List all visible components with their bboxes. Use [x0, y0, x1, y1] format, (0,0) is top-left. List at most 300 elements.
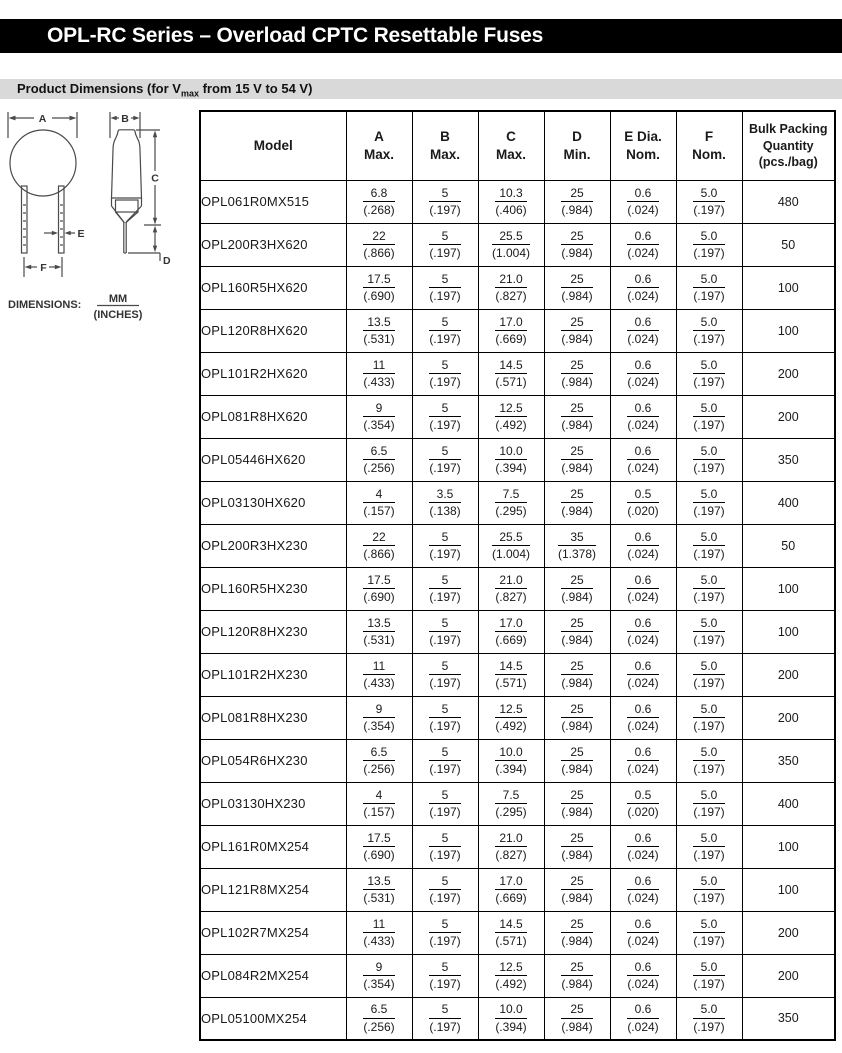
dim-inches: (.197)	[693, 848, 725, 862]
dim-inches: (.866)	[363, 547, 395, 561]
table-row	[200, 825, 835, 868]
dim-cell-b	[412, 653, 478, 696]
dim-value	[495, 874, 526, 906]
dim-mm: 14.5	[495, 358, 526, 374]
dim-mm: 25	[561, 272, 592, 288]
dim-value	[495, 315, 526, 347]
dim-cell-c	[478, 567, 544, 610]
dim-cell-e	[610, 653, 676, 696]
dim-value	[429, 315, 460, 347]
qty-cell: 100	[742, 567, 835, 610]
dim-value	[627, 401, 658, 433]
table-row	[200, 997, 835, 1040]
dim-mm: 5.0	[693, 659, 724, 675]
dim-inches: (.669)	[495, 332, 527, 346]
dim-cell-f	[676, 438, 742, 481]
dim-inches: (.354)	[363, 977, 395, 991]
dim-value	[495, 659, 526, 691]
qty-cell: 200	[742, 395, 835, 438]
units-mm: MM	[108, 293, 128, 305]
dim-cell-e	[610, 696, 676, 739]
dim-value	[429, 573, 460, 605]
dim-mm: 5.0	[693, 745, 724, 761]
column-letter: E Dia.	[624, 129, 662, 145]
dim-inches: (.197)	[693, 762, 725, 776]
dim-mm: 6.5	[363, 1002, 394, 1018]
qty-cell: 200	[742, 653, 835, 696]
dim-cell-b	[412, 180, 478, 223]
model-cell: OPL03130HX620	[200, 481, 346, 524]
dim-value	[627, 788, 658, 820]
dim-mm: 6.5	[363, 444, 394, 460]
dim-value	[693, 186, 724, 218]
dim-mm: 5	[429, 702, 460, 718]
dim-value	[429, 745, 460, 777]
dim-inches: (.197)	[429, 461, 461, 475]
column-letter: F	[704, 129, 714, 145]
side-view-body	[112, 130, 142, 253]
dim-mm: 25	[561, 960, 592, 976]
dim-value	[495, 745, 526, 777]
dim-cell-a	[346, 438, 412, 481]
dim-mm: 12.5	[495, 702, 526, 718]
dim-mm: 0.6	[627, 702, 658, 718]
model-cell: OPL160R5HX620	[200, 266, 346, 309]
dim-cell-d	[544, 739, 610, 782]
dim-mm: 10.0	[495, 444, 526, 460]
dim-cell-b	[412, 481, 478, 524]
dim-cell-b	[412, 954, 478, 997]
bulk-header-line3: (pcs./bag)	[758, 154, 818, 169]
table-row	[200, 782, 835, 825]
dim-mm: 5	[429, 272, 460, 288]
dim-inches: (.984)	[561, 418, 593, 432]
dim-cell-a	[346, 739, 412, 782]
dimensions-label: DIMENSIONS:	[8, 299, 82, 311]
dim-value	[693, 573, 724, 605]
dim-inches: (.020)	[627, 504, 659, 518]
qty-cell: 200	[742, 954, 835, 997]
dim-mm: 25.5	[492, 530, 530, 546]
dim-inches: (.295)	[495, 504, 527, 518]
model-cell: OPL061R0MX515	[200, 180, 346, 223]
column-header-model: Model	[200, 111, 346, 180]
dim-value	[627, 186, 658, 218]
dim-cell-e	[610, 610, 676, 653]
dim-inches: (.024)	[627, 934, 659, 948]
dim-label-a: A	[38, 112, 47, 125]
dim-inches: (.492)	[495, 418, 527, 432]
dim-cell-a	[346, 481, 412, 524]
product-dimensions-table	[199, 110, 836, 1041]
table-row	[200, 266, 835, 309]
dim-mm: 0.6	[627, 272, 658, 288]
dim-value	[495, 487, 526, 519]
dim-mm: 17.5	[363, 272, 394, 288]
dim-cell-b	[412, 825, 478, 868]
product-dimensions-diagram	[0, 108, 200, 326]
dim-value	[429, 272, 460, 304]
dim-inches: (.197)	[429, 934, 461, 948]
dim-cell-e	[610, 481, 676, 524]
dim-inches: (.024)	[627, 332, 659, 346]
dim-inches: (.197)	[693, 203, 725, 217]
dim-inches: (.984)	[561, 633, 593, 647]
dim-cell-a	[346, 180, 412, 223]
dim-inches: (.984)	[561, 203, 593, 217]
dim-value	[429, 229, 460, 261]
dim-mm: 5	[429, 659, 460, 675]
dim-cell-c	[478, 997, 544, 1040]
dim-cell-f	[676, 825, 742, 868]
model-cell: OPL101R2HX620	[200, 352, 346, 395]
column-letter: C	[506, 129, 516, 145]
dim-inches: (.197)	[429, 332, 461, 346]
dim-inches: (.984)	[561, 719, 593, 733]
column-header-bulk-packing	[742, 111, 835, 180]
qty-cell: 100	[742, 868, 835, 911]
dim-mm: 5	[429, 917, 460, 933]
dim-cell-f	[676, 739, 742, 782]
dim-value	[693, 444, 724, 476]
dim-inches: (.354)	[363, 719, 395, 733]
dim-value	[627, 659, 658, 691]
dim-cell-e	[610, 438, 676, 481]
dim-value	[363, 960, 394, 992]
dim-value	[561, 917, 592, 949]
dim-mm: 5	[429, 960, 460, 976]
dim-mm: 21.0	[495, 831, 526, 847]
dim-inches: (.984)	[561, 590, 593, 604]
dim-cell-c	[478, 223, 544, 266]
dim-mm: 9	[363, 960, 394, 976]
dim-value	[429, 401, 460, 433]
table-row	[200, 653, 835, 696]
dim-value	[561, 186, 592, 218]
dim-value	[429, 186, 460, 218]
dim-inches: (.690)	[363, 590, 395, 604]
dim-mm: 25	[561, 229, 592, 245]
table-body	[200, 180, 835, 1040]
dim-inches: (.256)	[363, 461, 395, 475]
dim-value	[492, 530, 530, 562]
dim-inches: (.024)	[627, 676, 659, 690]
dim-mm: 0.6	[627, 960, 658, 976]
dim-value	[627, 702, 658, 734]
dim-value	[363, 229, 394, 261]
dim-cell-e	[610, 352, 676, 395]
table-row	[200, 696, 835, 739]
column-header-b	[412, 111, 478, 180]
dim-mm: 17.0	[495, 315, 526, 331]
dim-mm: 5	[429, 401, 460, 417]
dim-value	[495, 702, 526, 734]
dim-inches: (.197)	[693, 676, 725, 690]
dim-value	[495, 960, 526, 992]
dim-inches: (.984)	[561, 676, 593, 690]
dim-value	[627, 487, 658, 519]
bulk-header-line1: Bulk Packing	[749, 122, 828, 137]
model-cell: OPL05446HX620	[200, 438, 346, 481]
dim-inches: (.197)	[429, 977, 461, 991]
dim-mm: 17.5	[363, 573, 394, 589]
dim-inches: (.984)	[561, 848, 593, 862]
dim-value	[561, 874, 592, 906]
qty-cell: 350	[742, 997, 835, 1040]
dim-mm: 13.5	[363, 315, 394, 331]
qty-cell: 350	[742, 739, 835, 782]
dim-mm: 4	[363, 487, 394, 503]
dim-mm: 5.0	[693, 272, 724, 288]
dim-cell-c	[478, 954, 544, 997]
dim-inches: (.197)	[693, 977, 725, 991]
dim-mm: 25	[561, 917, 592, 933]
dim-mm: 5.0	[693, 444, 724, 460]
dim-cell-e	[610, 782, 676, 825]
dim-mm: 5.0	[693, 487, 724, 503]
dim-inches: (.197)	[429, 719, 461, 733]
dim-inches: (.531)	[363, 332, 395, 346]
dim-value	[627, 444, 658, 476]
model-cell: OPL03130HX230	[200, 782, 346, 825]
dim-value	[693, 745, 724, 777]
dim-cell-d	[544, 653, 610, 696]
dim-inches: (.984)	[561, 246, 593, 260]
model-cell: OPL081R8HX230	[200, 696, 346, 739]
dim-value	[495, 1002, 526, 1034]
dim-inches: (.256)	[363, 762, 395, 776]
dim-cell-e	[610, 567, 676, 610]
model-cell: OPL120R8HX230	[200, 610, 346, 653]
dim-inches: (.197)	[693, 418, 725, 432]
dim-mm: 25	[561, 186, 592, 202]
dim-mm: 5	[429, 874, 460, 890]
dim-mm: 5.0	[693, 229, 724, 245]
dim-value	[363, 659, 394, 691]
dim-value	[561, 616, 592, 648]
dim-value	[627, 745, 658, 777]
dim-cell-e	[610, 266, 676, 309]
dim-mm: 5	[429, 315, 460, 331]
dim-cell-e	[610, 180, 676, 223]
dim-value	[429, 530, 460, 562]
dim-value	[495, 917, 526, 949]
page-title: OPL-RC Series – Overload CPTC Resettable Fuses	[47, 24, 544, 47]
dim-cell-f	[676, 954, 742, 997]
dim-value	[363, 874, 394, 906]
dim-inches: (.024)	[627, 848, 659, 862]
dim-value	[561, 487, 592, 519]
dim-cell-d	[544, 911, 610, 954]
dim-value	[561, 444, 592, 476]
dim-value	[693, 960, 724, 992]
front-view-disc	[10, 130, 76, 196]
dim-cell-a	[346, 696, 412, 739]
qty-cell: 200	[742, 911, 835, 954]
dim-value	[363, 530, 394, 562]
dim-cell-e	[610, 223, 676, 266]
dim-cell-b	[412, 395, 478, 438]
dim-a-arrow	[8, 112, 77, 138]
dim-value	[693, 702, 724, 734]
dim-mm: 13.5	[363, 616, 394, 632]
column-qualifier: Max.	[363, 146, 394, 162]
dim-mm: 5	[429, 1002, 460, 1018]
dim-cell-d	[544, 997, 610, 1040]
dim-cell-c	[478, 911, 544, 954]
dim-inches: (.531)	[363, 633, 395, 647]
dim-mm: 5	[429, 573, 460, 589]
dim-value	[363, 831, 394, 863]
dim-mm: 5.0	[693, 573, 724, 589]
dim-inches: (.024)	[627, 719, 659, 733]
dim-mm: 0.6	[627, 444, 658, 460]
dim-cell-c	[478, 610, 544, 653]
column-qualifier: Nom.	[692, 146, 726, 162]
dim-mm: 5.0	[693, 874, 724, 890]
dim-value	[627, 1002, 658, 1034]
dim-cell-b	[412, 696, 478, 739]
dim-inches: (.197)	[693, 289, 725, 303]
column-letter: B	[440, 129, 450, 145]
dim-value	[627, 530, 658, 562]
dim-cell-f	[676, 352, 742, 395]
dim-value	[495, 358, 526, 390]
dimensions-legend	[8, 293, 143, 321]
column-header-f	[676, 111, 742, 180]
dim-value	[363, 272, 394, 304]
dim-value	[363, 444, 394, 476]
dim-mm: 0.5	[627, 788, 658, 804]
dim-cell-d	[544, 223, 610, 266]
model-cell: OPL120R8HX620	[200, 309, 346, 352]
dim-value	[627, 573, 658, 605]
dim-value	[495, 272, 526, 304]
dim-value	[693, 487, 724, 519]
dim-value	[363, 1002, 394, 1034]
dim-inches: (.433)	[363, 934, 395, 948]
dim-mm: 4	[363, 788, 394, 804]
dim-cell-d	[544, 395, 610, 438]
dim-value	[561, 229, 592, 261]
dim-cell-f	[676, 567, 742, 610]
table-row	[200, 223, 835, 266]
dim-inches: (.197)	[429, 418, 461, 432]
dim-inches: (.024)	[627, 590, 659, 604]
qty-cell: 50	[742, 524, 835, 567]
model-cell: OPL160R5HX230	[200, 567, 346, 610]
dim-mm: 14.5	[495, 659, 526, 675]
dim-inches: (.197)	[693, 332, 725, 346]
dim-cell-d	[544, 696, 610, 739]
dim-value	[495, 444, 526, 476]
dim-cell-e	[610, 954, 676, 997]
dim-cell-a	[346, 395, 412, 438]
dim-cell-d	[544, 610, 610, 653]
dim-cell-b	[412, 782, 478, 825]
dim-inches: (.984)	[561, 461, 593, 475]
dim-value	[363, 401, 394, 433]
dim-value	[429, 659, 460, 691]
dim-mm: 25	[561, 401, 592, 417]
dim-inches: (.197)	[429, 590, 461, 604]
dim-inches: (.197)	[429, 203, 461, 217]
dim-mm: 5.0	[693, 917, 724, 933]
dim-inches: (.197)	[429, 805, 461, 819]
dim-cell-f	[676, 309, 742, 352]
dim-cell-f	[676, 524, 742, 567]
dim-value	[363, 616, 394, 648]
dim-cell-c	[478, 481, 544, 524]
dim-value	[693, 401, 724, 433]
dim-cell-c	[478, 180, 544, 223]
dim-inches: (.197)	[693, 934, 725, 948]
dim-cell-a	[346, 309, 412, 352]
dim-cell-a	[346, 782, 412, 825]
dim-cell-e	[610, 868, 676, 911]
dim-cell-f	[676, 696, 742, 739]
table-row	[200, 567, 835, 610]
dim-value	[561, 702, 592, 734]
dim-inches: (.984)	[561, 1019, 593, 1034]
model-cell: OPL081R8HX620	[200, 395, 346, 438]
dim-value	[627, 315, 658, 347]
dim-cell-e	[610, 395, 676, 438]
dim-mm: 14.5	[495, 917, 526, 933]
dim-inches: (.984)	[561, 762, 593, 776]
dim-inches: (.024)	[627, 891, 659, 905]
dim-mm: 13.5	[363, 874, 394, 890]
dim-cell-f	[676, 868, 742, 911]
model-cell: OPL05100MX254	[200, 997, 346, 1040]
dim-inches: (.024)	[627, 977, 659, 991]
dim-cell-b	[412, 868, 478, 911]
dim-inches: (.024)	[627, 418, 659, 432]
column-qualifier: Max.	[495, 146, 526, 162]
dim-mm: 0.6	[627, 573, 658, 589]
dim-cell-a	[346, 997, 412, 1040]
dim-value	[627, 917, 658, 949]
dim-value	[363, 788, 394, 820]
dim-mm: 5.0	[693, 358, 724, 374]
dim-cell-d	[544, 782, 610, 825]
table-row	[200, 610, 835, 653]
column-header-c	[478, 111, 544, 180]
dim-mm: 25	[561, 659, 592, 675]
table-row	[200, 395, 835, 438]
dim-value	[627, 960, 658, 992]
dim-value	[561, 573, 592, 605]
dim-value	[429, 487, 460, 519]
dim-mm: 0.6	[627, 229, 658, 245]
dim-value	[693, 1002, 724, 1034]
dim-d-arrow	[128, 226, 171, 267]
dim-inches: (.157)	[363, 504, 395, 518]
dim-inches: (.197)	[693, 1019, 725, 1034]
dim-inches: (.024)	[627, 762, 659, 776]
dim-label-d: D	[163, 255, 171, 267]
dim-mm: 5	[429, 831, 460, 847]
dim-inches: (.690)	[363, 289, 395, 303]
column-letter: D	[572, 129, 582, 145]
dim-inches: (1.004)	[491, 547, 531, 561]
dim-mm: 25	[561, 874, 592, 890]
dim-inches: (.197)	[693, 805, 725, 819]
dim-mm: 25	[561, 745, 592, 761]
dim-value	[495, 186, 526, 218]
dim-mm: 0.6	[627, 401, 658, 417]
dim-mm: 25	[561, 358, 592, 374]
